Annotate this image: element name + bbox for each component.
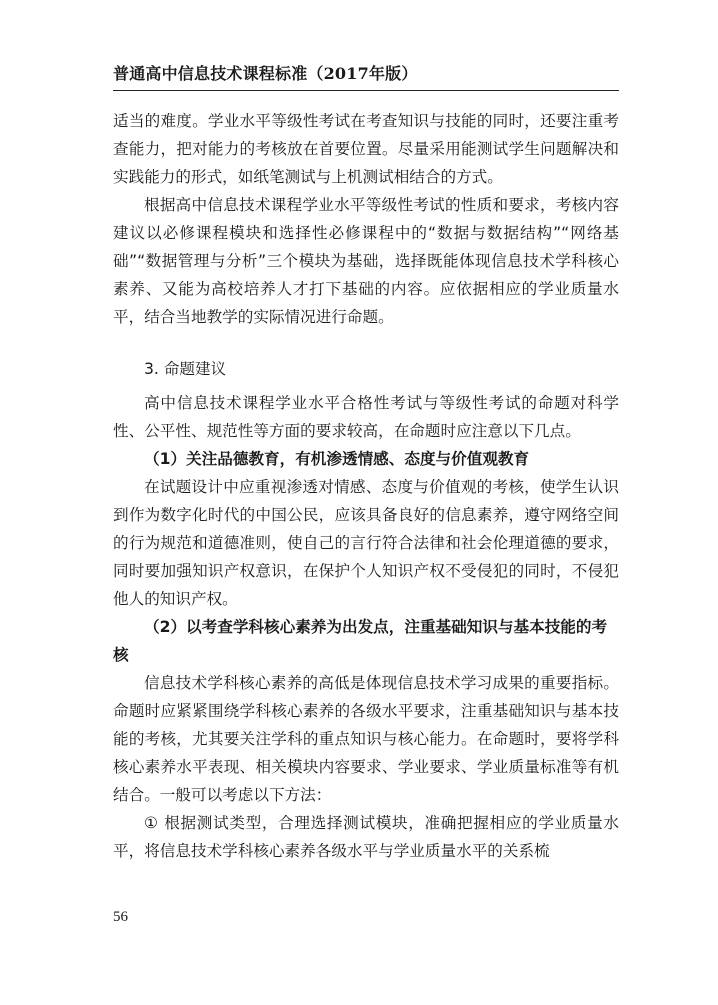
paragraph-exam-content: 根据高中信息技术课程学业水平等级性考试的性质和要求，考核内容建议以必修课程模块和选择性必修课程中的“数据与数据结构”“网络基础”“数据管理与分析”三个模块为基础，选择既能体现信息技术学科核心素养、又能为高校培养人才打下基础的内容。应依据相应的学业质量水平，结合当地教学的实际情况进行命题。 bbox=[113, 196, 619, 326]
item2-paragraph: 信息技术学科核心素养的高低是体现信息技术学习成果的重要指标。命题时应紧紧围绕学科核心素养的各级水平要求，注重基础知识与基本技能的考核，尤其要关注学科的重点知识与核心能力。在命题时，要将学科核心素养水平表现、相关模块内容要求、学业要求、学业质量标准等有机结合。一般可以考虑以下方法： bbox=[113, 674, 619, 804]
paragraph-proposition-intro: 高中信息技术课程学业水平合格性考试与等级性考试的命题对科学性、公平性、规范性等方面的要求较高，在命题时应注意以下几点。 bbox=[113, 394, 619, 440]
page-content bbox=[113, 107, 619, 865]
header-rule bbox=[113, 90, 619, 91]
subitem1-paragraph: ① 根据测试类型，合理选择测试模块，准确把握相应的学业质量水平，将信息技术学科核心素养各级水平与学业质量水平的关系梳 bbox=[113, 814, 619, 860]
item2-heading: （2）以考查学科核心素养为出发点，注重基础知识与基本技能的考核 bbox=[113, 618, 608, 664]
item1-paragraph: 在试题设计中应重视渗透对情感、态度与价值观的考核，使学生认识到作为数字化时代的中国公民，应该具备良好的信息素养，遵守网络空间的行为规范和道德准则，使自己的言行符合法律和社会伦理道德的要求，同时要加强知识产权意识，在保护个人知识产权不受侵犯的同时，不侵犯他人的知识产权。 bbox=[113, 478, 619, 608]
page-number: 56 bbox=[113, 909, 128, 925]
section-heading-proposition: 3. 命题建议 bbox=[144, 360, 227, 378]
paragraph-difficulty: 适当的难度。学业水平等级性考试在考查知识与技能的同时，还要注重考查能力，把对能力的考核放在首要位置。尽量采用能测试学生问题解决和实践能力的形式，如纸笔测试与上机测试相结合的方式。 bbox=[113, 112, 619, 186]
item1-heading: （1）关注品德教育，有机渗透情感、态度与价值观教育 bbox=[144, 450, 530, 468]
page-header: 普通高中信息技术课程标准（2017年版） bbox=[113, 64, 418, 83]
